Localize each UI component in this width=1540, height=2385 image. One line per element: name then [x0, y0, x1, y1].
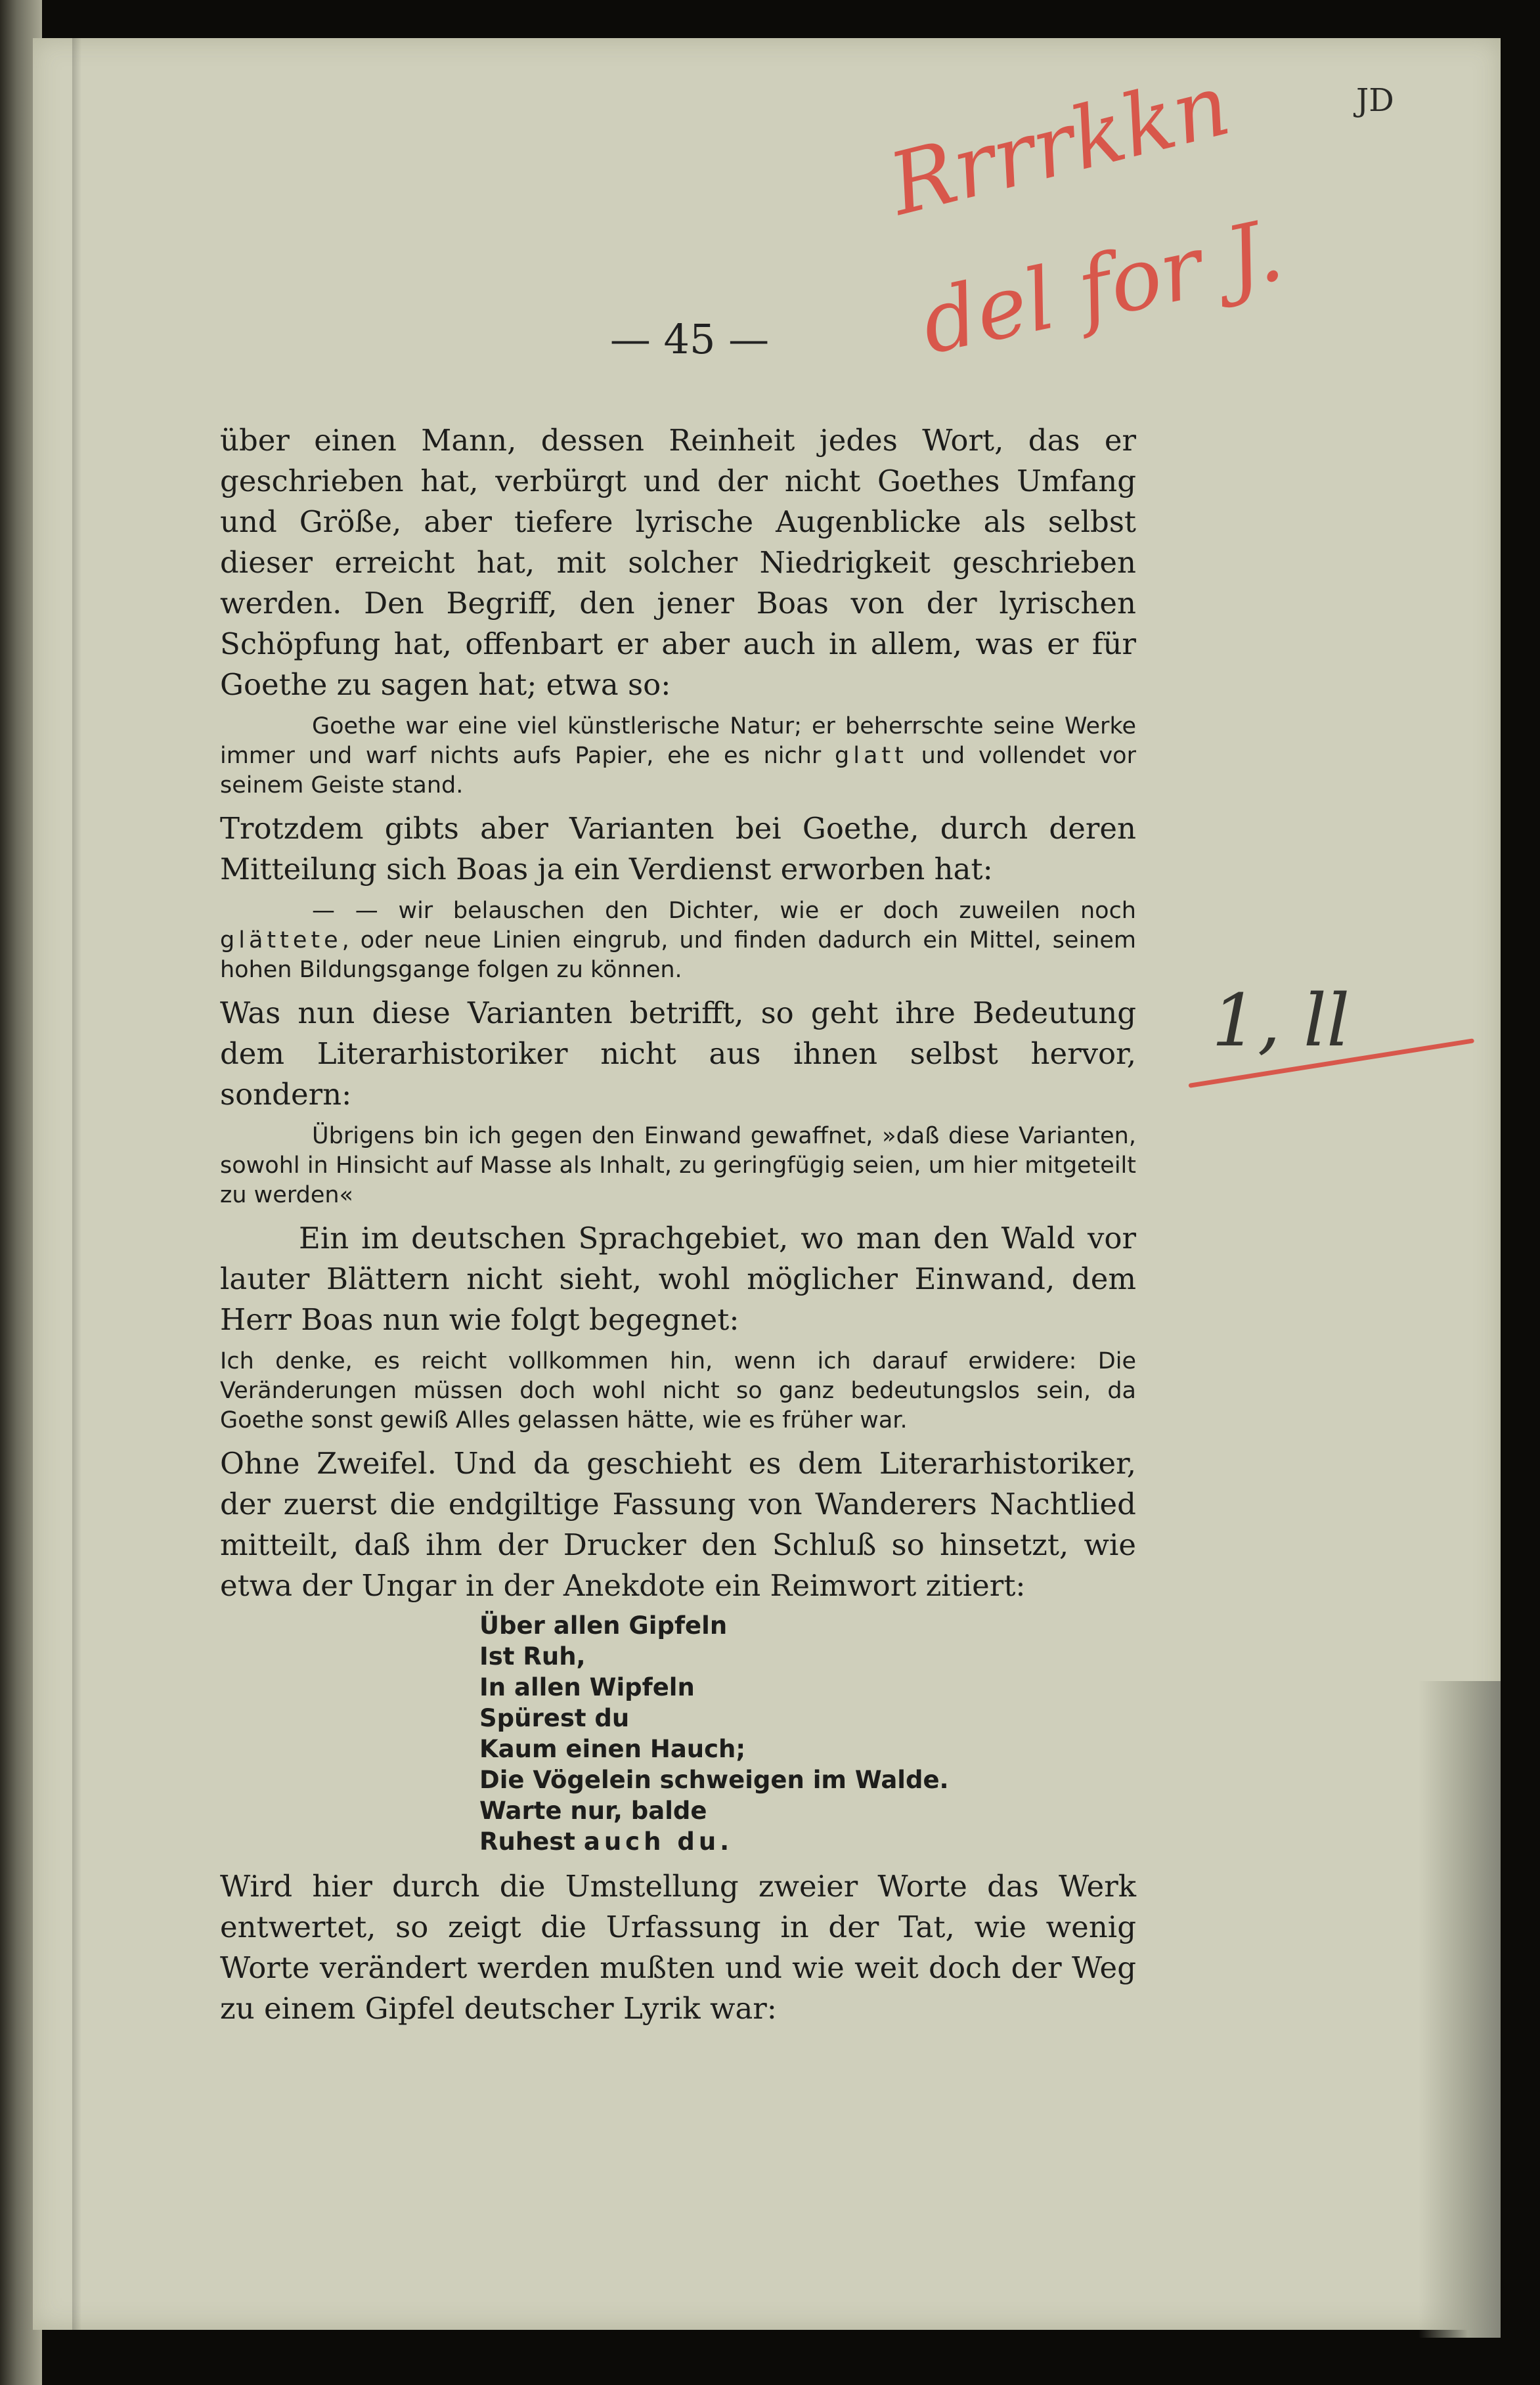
quote-emphasis-glaettete: glättete	[220, 927, 342, 953]
quote-belauschen-text: — — wir belauschen den Dichter, wie er doch zuweilen noch	[312, 898, 1136, 924]
body-text	[220, 420, 1136, 2029]
poem-line: Warte nur, balde	[479, 1797, 707, 1825]
folio-mark: JD	[1356, 82, 1394, 119]
poem-emphasis-auch-du: auch du.	[583, 1827, 734, 1856]
paragraph-sprachgebiet: Ein im deutschen Sprachgebiet, wo man den Wald vor lauter Blättern nicht sieht, wohl möglicher Einwand, dem Herr Boas nun wie folgt begegnet:	[220, 1221, 1136, 1337]
quote-erwidere: Ich denke, es reicht vollkommen hin, wenn ich darauf erwidere: Die Veränderungen müssen doch wohl nicht so ganz bedeutungslos sein, da Goethe sonst gewiß Alles gelassen hätte, wie es früher war.	[220, 1348, 1136, 1433]
page-gutter-shadow	[72, 38, 81, 2330]
quote-belauschen-end: , oder neue Linien eingrub, und finden dadurch ein Mittel, seinem hohen Bildungsgange folgen zu können.	[220, 927, 1136, 983]
paragraph-bedeutung: Was nun diese Varianten betrifft, so geht ihre Bedeutung dem Literarhistoriker nicht aus ihnen selbst hervor, sondern:	[220, 996, 1136, 1112]
paragraph-varianten: Trotzdem gibts aber Varianten bei Goethe, durch deren Mitteilung sich Boas ja ein Verdienst erworben hat:	[220, 811, 1136, 886]
red-crayon-annotation-line-2: del for J.	[913, 200, 1291, 374]
quote-goethe-nature	[220, 712, 1136, 800]
poem-line: Die Vögelein schweigen im Walde.	[479, 1766, 949, 1794]
paragraph-closing: Wird hier durch die Umstellung zweier Worte das Werk entwertet, so zeigt die Urfassung in der Tat, wie wenig Worte verändert werden mußten und wie weit doch der Weg zu einem Gipfel deutscher Lyrik war:	[220, 1869, 1136, 2026]
quote-belauschen	[220, 896, 1136, 985]
torn-page-edge	[1419, 1681, 1501, 2338]
poem-line: Kaum einen Hauch;	[479, 1735, 746, 1763]
paragraph-intro: über einen Mann, dessen Reinheit jedes Wort, das er geschrieben hat, verbürgt und der nicht Goethes Umfang und Größe, aber tiefere lyrische Augenblicke als selbst dieser erreicht hat, mit solcher Niedrigkeit geschrieben werden. Den Begriff, den jener Boas von der lyrischen Schöpfung hat, offenbart er aber auch in allem, was er für Goethe zu sagen hat; etwa so:	[220, 423, 1136, 702]
red-crayon-annotation-line-1: Rrrrkkn	[880, 54, 1239, 235]
poem-last-word: Ruhest	[479, 1827, 575, 1856]
poem-line: Spürest du	[479, 1704, 630, 1732]
pencil-margin-mark: 1, ll	[1212, 978, 1350, 1062]
poem-line-last	[479, 1826, 1136, 1857]
poem-line: Ist Ruh,	[479, 1642, 586, 1671]
poem-line: Über allen Gipfeln	[479, 1611, 728, 1640]
quote-goethe-nature-end: und vollendet vor seinem Geiste stand.	[220, 743, 1136, 799]
page-number: — 45 —	[609, 315, 770, 363]
poem-line: In allen Wipfeln	[479, 1673, 695, 1701]
quote-goethe-nature-text: Goethe war eine viel künstlerische Natur; er beherrschte seine Werke immer und warf nichts aufs Papier, ehe es nichr	[220, 713, 1136, 769]
poem-wanderers-nachtlied	[479, 1610, 1136, 1857]
quote-emphasis-glatt: glatt	[835, 743, 908, 769]
paragraph-ohne-zweifel: Ohne Zweifel. Und da geschieht es dem Literarhistoriker, der zuerst die endgiltige Fassung von Wanderers Nachtlied mitteilt, daß ihm der Drucker den Schluß so hinsetzt, wie etwa der Ungar in der Anekdote ein Reimwort zitiert:	[220, 1446, 1136, 1603]
quote-einwand: Übrigens bin ich gegen den Einwand gewaffnet, »daß diese Varianten, sowohl in Hinsicht auf Masse als Inhalt, zu geringfügig seien, um hier mitgeteilt zu werden«	[220, 1123, 1136, 1208]
